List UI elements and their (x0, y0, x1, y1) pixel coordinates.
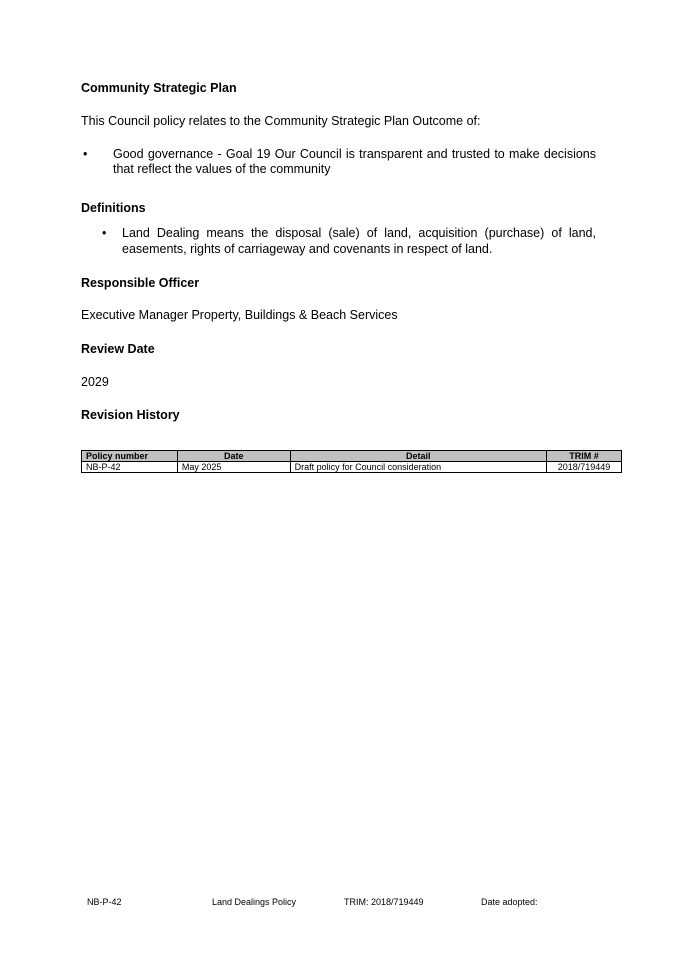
list-item: • Good governance - Goal 19 Our Council is transparent and trusted to make decisions that reflect the values of the community (81, 147, 596, 177)
responsible-officer-text: Executive Manager Property, Buildings & Beach Services (81, 308, 398, 322)
footer-policy-name: Land Dealings Policy (212, 897, 297, 907)
cell-policy-number: NB-P-42 (82, 462, 178, 473)
cell-detail: Draft policy for Council consideration (290, 462, 546, 473)
column-header-policy-number: Policy number (82, 451, 178, 462)
review-date-text: 2029 (81, 375, 109, 389)
cell-trim: 2018/719449 (547, 462, 622, 473)
responsible-officer-heading: Responsible Officer (81, 276, 200, 290)
column-header-detail: Detail (290, 451, 546, 462)
footer-date-adopted: Date adopted: (481, 897, 538, 907)
review-date-heading: Review Date (81, 342, 155, 356)
table-row (82, 462, 622, 473)
cell-date: May 2025 (177, 462, 290, 473)
community-strategic-plan-list (81, 147, 596, 177)
list-item: • Land Dealing means the disposal (sale) of land, acquisition (purchase) of land, easements, rights of carriageway and covenants in respect of land. (81, 225, 596, 257)
definitions-heading: Definitions (81, 201, 146, 215)
definitions-list (81, 225, 596, 257)
community-strategic-plan-intro: This Council policy relates to the Community Strategic Plan Outcome of: (81, 114, 481, 128)
column-header-date: Date (177, 451, 290, 462)
table-header-row (82, 451, 622, 462)
column-header-trim: TRIM # (547, 451, 622, 462)
footer-trim: TRIM: 2018/719449 (344, 897, 424, 907)
footer-policy-number: NB-P-42 (87, 897, 122, 907)
community-strategic-plan-heading: Community Strategic Plan (81, 81, 237, 95)
revision-history-table (81, 450, 622, 473)
revision-history-heading: Revision History (81, 408, 180, 422)
